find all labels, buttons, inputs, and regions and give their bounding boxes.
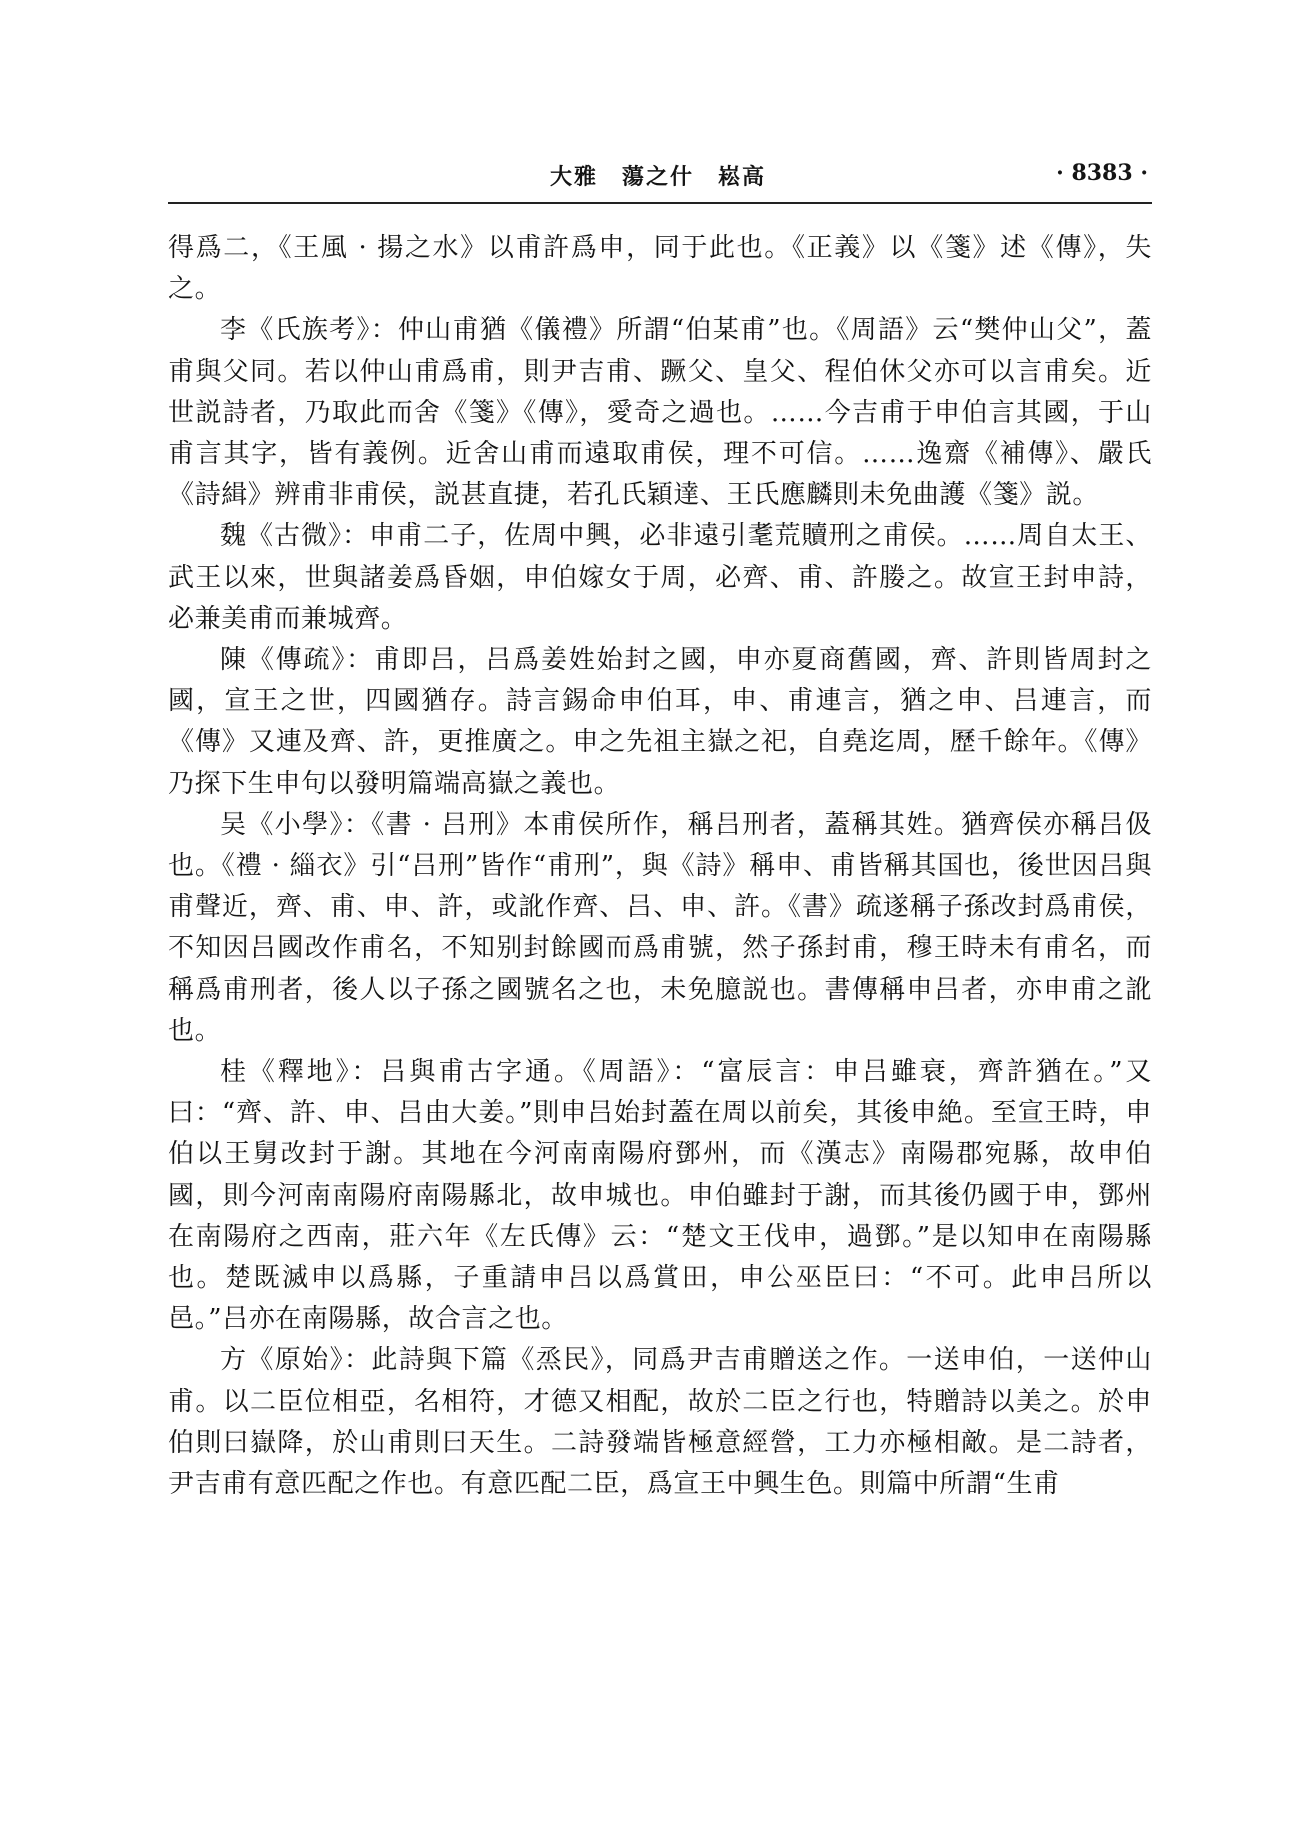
paragraph-wu-xiaoxue: 吴《小學》：《書 · 吕刑》本甫侯所作，稱吕刑者，蓋稱其姓。猶齊侯亦稱吕伋也。《禮 · 緇衣》引“吕刑”皆作“甫刑”，與《詩》稱申、甫皆稱其国也，後世因吕與甫聲近，齊、甫、申、許，或訛作齊、吕、申、許。《書》疏遂稱子孫改封爲甫侯，不知因吕國改作甫名，不知别封餘國而爲甫號，然子孫封甫，穆王時未有甫名，而稱爲甫刑者，後人以子孫之國號名之也，未免臆説也。書傳稱申吕者，亦申甫之訛也。 bbox=[168, 809, 1152, 1046]
paragraph-gui-shidi: 桂《釋地》：吕與甫古字通。《周語》：“富辰言：申吕雖衰，齊許猶在。”又曰：“齊、許、申、吕由大姜。”則申吕始封蓋在周以前矣，其後申絶。至宣王時，申伯以王舅改封于謝。其地在今河南南陽府鄧州，而《漢志》南陽郡宛縣，故申伯國，則今河南南陽府南陽縣北，故申城也。申伯雖封于謝，而其後仍國于申，鄧州在南陽府之西南，莊六年《左氏傳》云：“楚文王伐申，過鄧。”是以知申在南陽縣也。楚既滅申以爲縣，子重請申吕以爲賞田，申公巫臣曰：“不可。此申吕所以邑。”吕亦在南陽縣，故合言之也。 bbox=[168, 1057, 1152, 1335]
header-rule bbox=[168, 202, 1152, 204]
paragraph-continuation: 得爲二，《王風 · 揚之水》以甫許爲申，同于此也。《正義》以《箋》述《傳》，失之。 bbox=[168, 233, 1152, 305]
paragraph-li-shizu-kao: 李《氏族考》：仲山甫猶《儀禮》所謂“伯某甫”也。《周語》云“樊仲山父”，蓋甫與父同。若以仲山甫爲甫，則尹吉甫、蹶父、皇父、程伯休父亦可以言甫矣。近世説詩者，乃取此而舍《箋》《傳》，愛奇之過也。……今吉甫于申伯言其國，于山甫言其字，皆有義例。近舍山甫而遠取甫侯，理不可信。……逸齋《補傳》、嚴氏《詩緝》辨甫非甫侯，説甚直捷，若孔氏穎達、王氏應麟則未免曲護《箋》説。 bbox=[168, 315, 1152, 511]
paragraph-fang-yuanshi: 方《原始》：此詩與下篇《烝民》，同爲尹吉甫贈送之作。一送申伯，一送仲山甫。以二臣位相亞，名相符，才德又相配，故於二臣之行也，特贈詩以美之。於申伯則曰嶽降，於山甫則曰天生。二詩發端皆極意經營，工力亦極相敵。是二詩者，尹吉甫有意匹配之作也。有意匹配二臣，爲宣王中興生色。則篇中所謂“生甫 bbox=[168, 1345, 1152, 1500]
running-head bbox=[168, 160, 1148, 200]
paragraph-chen-chuanshu: 陳《傳疏》：甫即吕，吕爲姜姓始封之國，申亦夏商舊國，齊、許則皆周封之國，宣王之世，四國猶存。詩言錫命申伯耳，申、甫連言，猶之申、吕連言，而《傳》又連及齊、許，更推廣之。申之先祖主嶽之祀，自堯迄周，歷千餘年。《傳》乃探下生申句以發明篇端高嶽之義也。 bbox=[168, 645, 1152, 799]
page-number: · 8383 · bbox=[1056, 160, 1148, 186]
body-text bbox=[168, 228, 1152, 1505]
running-head-title: 大雅 蕩之什 崧高 bbox=[549, 164, 766, 190]
paragraph-wei-guwei: 魏《古微》：申甫二子，佐周中興，必非遠引耄荒贖刑之甫侯。……周自太王、武王以來，世與諸姜爲昏姻，申伯嫁女于周，必齊、甫、許媵之。故宣王封申詩，必兼美甫而兼城齊。 bbox=[168, 521, 1152, 634]
